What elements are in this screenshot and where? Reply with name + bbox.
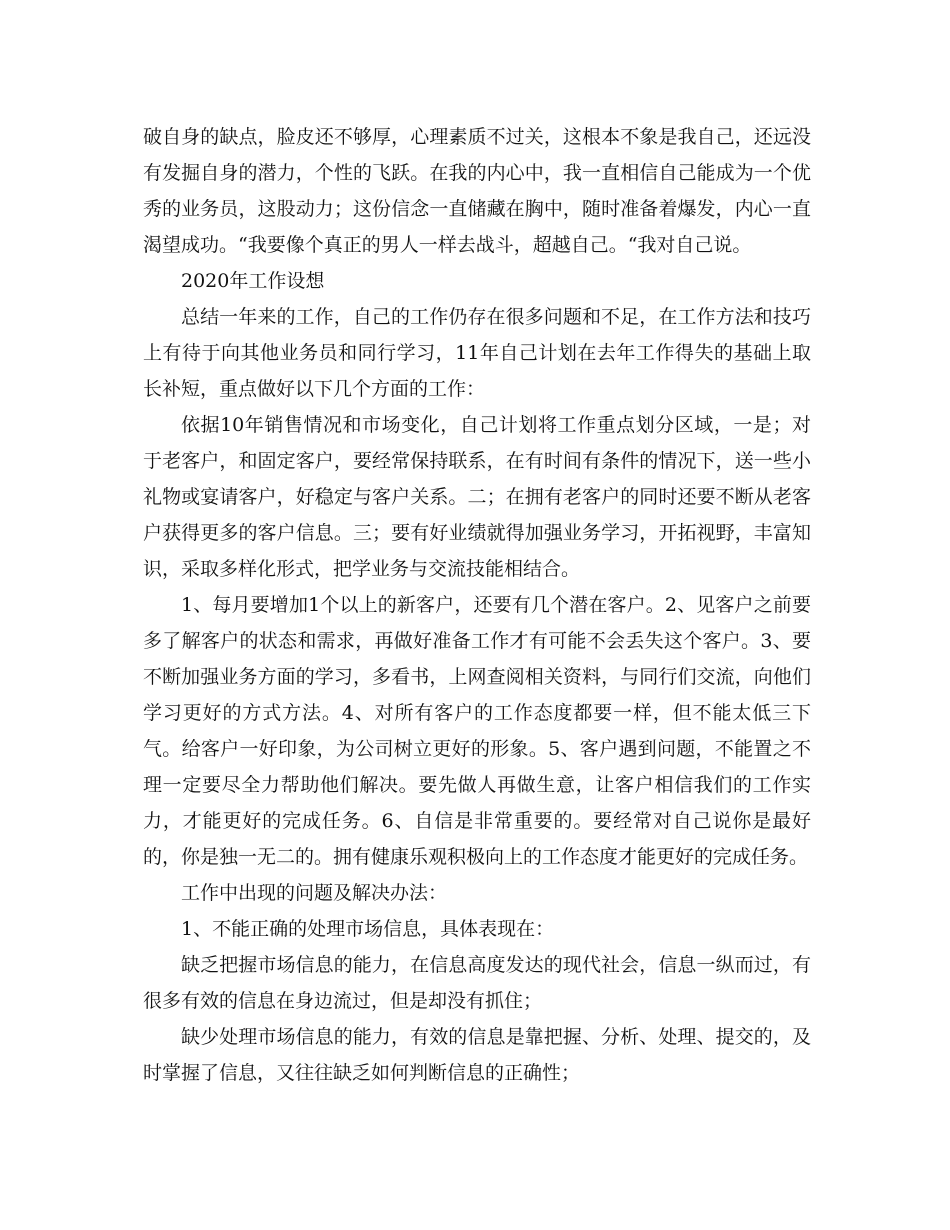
paragraph-summary: 总结一年来的工作，自己的工作仍存在很多问题和不足，在工作方法和技巧上有待于向其他业务员和同行学习，11年自己计划在去年工作得失的基础上取长补短，重点做好以下几个方面的工作： (143, 306, 811, 400)
paragraph-market-info-grasp: 缺乏把握市场信息的能力，在信息高度发达的现代社会，信息一纵而过，有很多有效的信息在身边流过，但是却没有抓住； (143, 954, 811, 1012)
paragraph-continuation: 破自身的缺点，脸皮还不够厚，心理素质不过关，这根本不象是我自己，还远没有发掘自身的潜力，个性的飞跃。在我的内心中，我一直相信自己能成为一个优秀的业务员，这股动力；这份信念一直储藏在胸中，随时准备着爆发，内心一直渴望成功。“我要像个真正的男人一样去战斗，超越自己。“我对自己说。 (143, 126, 811, 256)
paragraph-problem-1: 1、不能正确的处理市场信息，具体表现在： (181, 918, 555, 940)
section-heading-2020-plan: 2020年工作设想 (181, 270, 325, 292)
section-heading-problems: 工作中出现的问题及解决办法： (181, 882, 448, 904)
paragraph-numbered-goals: 1、每月要增加1个以上的新客户，还要有几个潜在客户。2、见客户之前要多了解客户的状态和需求，再做好准备工作才有可能不会丢失这个客户。3、要不断加强业务方面的学习，多看书，上网查阅相关资料，与同行们交流，向他们学习更好的方式方法。4、对所有客户的工作态度都要一样，但不能太低三下气。给客户一好印象，为公司树立更好的形象。5、客户遇到问题，不能置之不理一定要尽全力帮助他们解决。要先做人再做生意，让客户相信我们的工作实力，才能更好的完成任务。6、自信是非常重要的。要经常对自己说你是最好的，你是独一无二的。拥有健康乐观积极向上的工作态度才能更好的完成任务。 (143, 594, 811, 868)
paragraph-region-plan: 依据10年销售情况和市场变化，自己计划将工作重点划分区域，一是；对于老客户，和固定客户，要经常保持联系，在有时间有条件的情况下，送一些小礼物或宴请客户，好稳定与客户关系。二；在拥有老客户的同时还要不断从老客户获得更多的客户信息。三；要有好业绩就得加强业务学习，开拓视野，丰富知识，采取多样化形式，把学业务与交流技能相结合。 (143, 414, 811, 580)
document-body (143, 119, 811, 1091)
paragraph-market-info-process: 缺少处理市场信息的能力，有效的信息是靠把握、分析、处理、提交的，及时掌握了信息，又往往缺乏如何判断信息的正确性； (143, 1026, 811, 1084)
